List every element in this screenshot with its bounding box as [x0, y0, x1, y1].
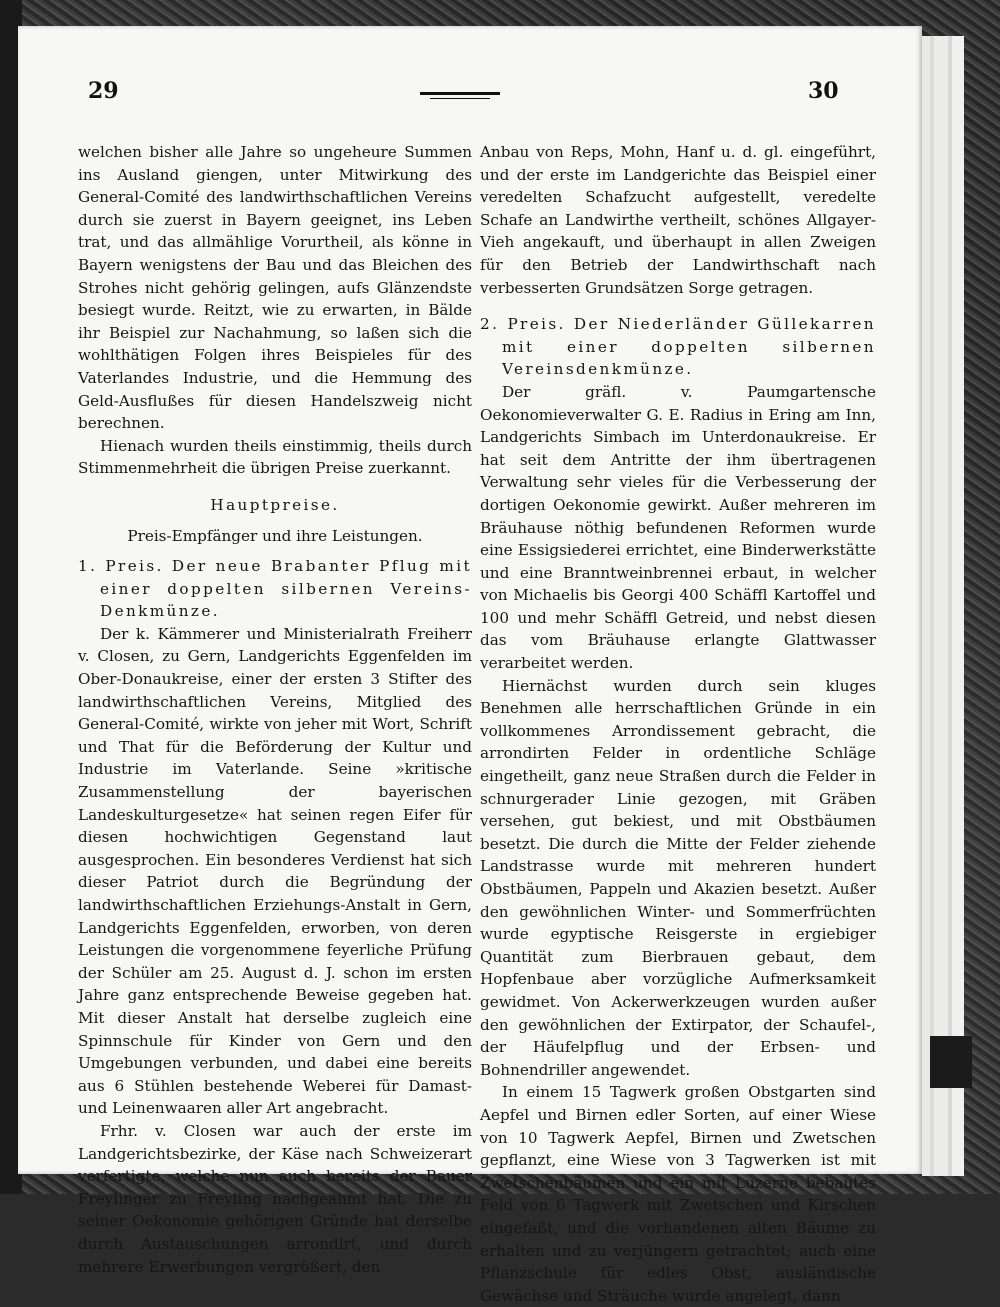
paragraph: Der k. Kämmerer und Ministerialrath Freiherr v. Closen, zu Gern, Landgerichts Eggenfelden im Ober-Donaukreise, einer der ersten 3 Stifter des landwirthschaftlichen Vereins, Mitglied des General-Comité, wirkte von jeher mit Wort, Schrift und That für die Beförderung der Kultur und Industrie im Vaterlande. Seine »kritische Zusammenstellung der bayerischen Landeskulturgesetze« hat seinen regen Eifer für diesen hochwichtigen Gegenstand laut ausgesprochen. Ein besonderes Verdienst hat sich dieser Patriot durch die Begründung der landwirthschaftlichen Erziehungs-Anstalt in Gern, Landgerichts Eggenfelden, erworben, von deren Leistungen die vorgenommene feyerliche Prüfung der Schüler am 25. August d. J. schon im ersten Jahre ganz entsprechende Beweise gegeben hat. Mit dieser Anstalt hat derselbe zugleich eine Spinnschule für Kinder von Gern und den Umgebungen verbunden, und dabei eine bereits aus 6 Stühlen bestehende Weberei für Damast- und Leinenwaaren aller Art angebracht.	[78, 624, 472, 1118]
page-marker-tab	[930, 1036, 972, 1088]
paragraph: In einem 15 Tagwerk großen Obstgarten sind Aepfel und Birnen edler Sorten, auf einer Wiese von 10 Tagwerk Aepfel, Birnen und Zwetschen gepflanzt, eine Wiese von 3 Tagwerken ist mit Zwetschenbäumen und ein mit Luzerne bebautes Feld von 6 Tagwerk mit Zwetschen und Kirschen eingefaßt, und die vorhandenen alten Bäume zu erhalten und zu verjüngern getrachtet; auch eine Pflanzschule für edles Obst, ausländische Gewächse und Sträuche wurde angelegt, dann	[480, 1083, 876, 1305]
prize-heading: 2. Preis. Der Niederländer Güllekarren mit einer doppelten silbernen Vereinsdenkmünze.	[480, 315, 876, 379]
paragraph: Hienach wurden theils einstimmig, theils durch Stimmenmehrheit die übrigen Preise zuerkannt.	[78, 436, 472, 478]
paragraph: Der gräfl. v. Paumgartensche Oekonomieverwalter G. E. Radius in Ering am Inn, Landgerichts Simbach im Unterdonaukreise. Er hat seit dem Antritte der ihm übertragenen Verwaltung sehr vieles für die Verbesserung der dortigen Oekonomie gewirkt. Außer mehreren im Bräuhause nöthig befundenen Reformen wurde eine Essigsiederei errichtet, eine Binderwerkstätte und eine Branntweinbrennei erbaut, in welcher von Michaelis bis Georgi 400 Schäffl Kartoffel und 100 und mehr Schäffl Getreid, und nebst diesen das vom Bräuhause erlangte Glattwasser verarbeitet werden.	[480, 382, 876, 673]
right-column	[480, 141, 876, 1307]
page-number-right: 30	[808, 78, 839, 104]
page-edges	[922, 36, 964, 1176]
paragraph: welchen bisher alle Jahre so ungeheure Summen ins Ausland giengen, unter Mitwirkung des General-Comité des landwirthschaftlichen Vereins durch sie zuerst in Bayern geeignet, ins Leben trat, und das allmählige Vorurtheil, als könne in Bayern wenigstens der Bau und das Bleichen des Strohes nicht gehörig gelingen, aufs Glänzendste besiegt wurde. Reitzt, wie zu erwarten, in Bälde ihr Beispiel zur Nachahmung, so laßen sich die wohlthätigen Folgen ihres Beispieles für des Vaterlandes Industrie, und die Hemmung des Geld-Ausflußes für diesen Handelszweig nicht berechnen.	[78, 143, 472, 433]
paragraph: Anbau von Reps, Mohn, Hanf u. d. gl. eingeführt, und der erste im Landgerichte das Beispiel einer veredelten Schafzucht aufgestellt, veredelte Schafe an Landwirthe vertheilt, schönes Allgayer-Vieh angekauft, und überhaupt in allen Zweigen für den Betrieb der Landwirthschaft nach verbesserten Grundsätzen Sorge getragen.	[480, 143, 876, 297]
page-number-left: 29	[88, 78, 119, 104]
prize-heading: 1. Preis. Der neue Brabanter Pflug mit einer doppelten silbernen Vereins-Denkmünze.	[78, 557, 472, 621]
section-heading: Hauptpreise.	[210, 495, 340, 514]
section-subheading: Preis-Empfänger und ihre Leistungen.	[127, 526, 423, 545]
left-column	[78, 141, 472, 1278]
paragraph: Hiernächst wurden durch sein kluges Benehmen alle herrschaftlichen Gründe in ein vollkommenes Arrondissement gebracht, die arrondirten Felder in ordentliche Schläge eingetheilt, ganz neue Straßen durch die Felder in schnurgerader Linie gezogen, mit Gräben versehen, gut bekiest, und mit Obstbäumen besetzt. Die durch die Mitte der Felder ziehende Landstrasse wurde mit mehreren hundert Obstbäumen, Pappeln und Akazien besetzt. Außer den gewöhnlichen Winter- und Sommerfrüchten wurde egyptische Reisgerste in ergiebiger Quantität zum Bierbrauen gebaut, dem Hopfenbaue aber vorzügliche Aufmerksamkeit gewidmet. Von Ackerwerkzeugen wurden außer den gewöhnlichen der Extirpator, der Schaufel-, der Häufelpflug und der Erbsen- und Bohnendriller angewendet.	[480, 676, 876, 1079]
paragraph: Frhr. v. Closen war auch der erste im Landgerichtsbezirke, der Käse nach Schweizerart verfertigte, welche nun auch bereits der Bauer Freylinger zu Freyling nachgeahmt hat. Die zu seiner Oekonomie gehörigen Gründe hat derselbe durch Austauschungen arrondirt, und durch mehrere Erwerbungen vergrößert, den	[78, 1121, 472, 1276]
book-page-spread	[18, 26, 922, 1305]
header-rule	[420, 92, 500, 102]
